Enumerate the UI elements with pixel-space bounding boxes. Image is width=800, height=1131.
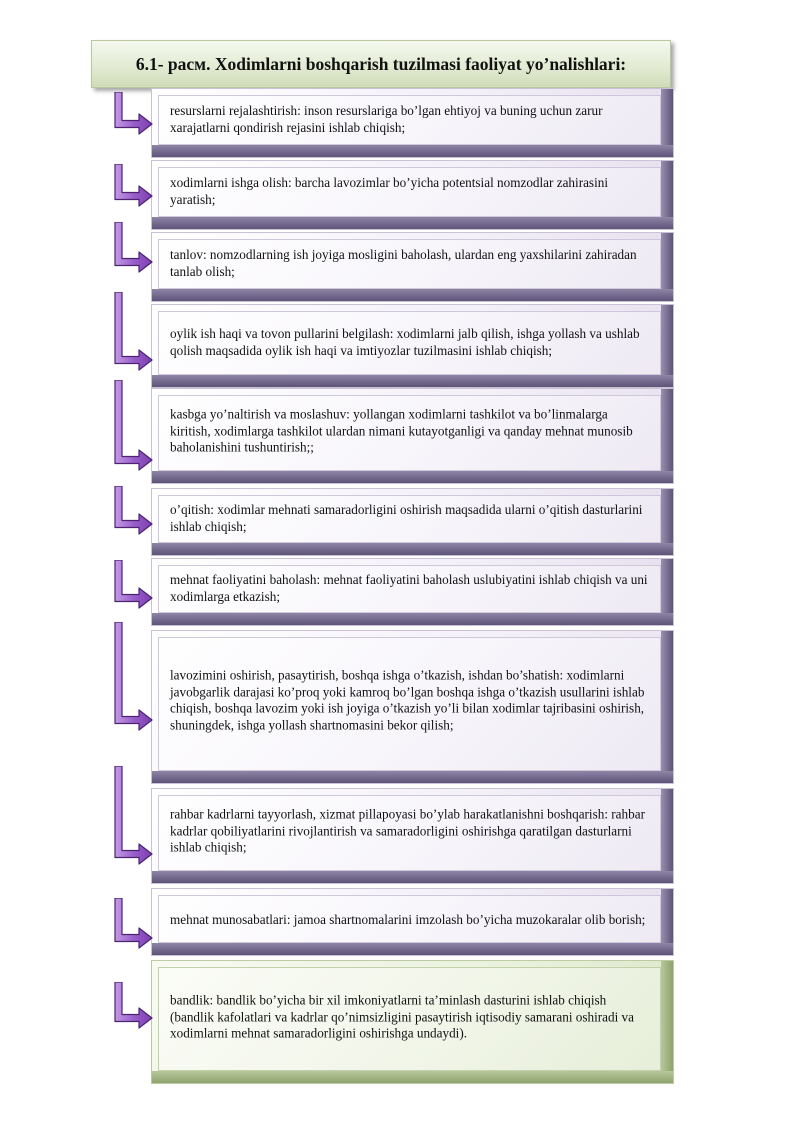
arrow-shape [115,164,152,206]
arrow-shape [115,380,152,470]
bent-arrow-icon [113,898,153,950]
bent-arrow-icon [113,292,153,372]
box-edge-bottom [152,771,673,783]
arrow-shape [115,982,152,1028]
bent-arrow-icon [113,622,153,732]
box-edge-right [661,789,673,883]
box-edge-right [661,631,673,783]
step-text: o’qitish: xodimlar mehnati samaradorligini oshirish maqsadida ularni o’qitish dasturlarini ishlab chiqish; [170,502,643,534]
step-box [151,960,674,1084]
step-text: xodimlarni ishga olish: barcha lavozimlar bo’yicha potentsial nomzodlar zahirasini yaratish; [170,175,608,207]
step-text: mehnat munosabatlari: jamoa shartnomalarini imzolash bo’yicha muzokaralar olib borish; [170,912,646,928]
box-edge-bottom [152,289,673,301]
box-edge-bottom [152,1071,673,1083]
step-box [151,160,674,230]
diagram-title: 6.1- расм. Xodimlarni boshqarish tuzilmasi faoliyat yo’nalishlari: [91,40,671,88]
box-edge-bottom [152,943,673,955]
box-edge-bottom [152,145,673,157]
bent-arrow-icon [113,766,153,866]
bent-arrow-icon [113,222,153,274]
step-box [151,232,674,302]
step-text: bandlik: bandlik bo’yicha bir xil imkoniyatlarni ta’minlash dasturini ishlab chiqish (bandlik kafolatlari va kadrlar qo’nimsizligini pasaytirish iqtisodiy samarani oshiradi va xodimlarni mehnat samaradorligini oshirishga undaydi). [170,992,635,1041]
box-edge-right [661,961,673,1083]
arrow-shape [115,92,152,134]
bent-arrow-icon [113,92,153,136]
step-text: lavozimini oshirish, pasaytirish, boshqa ishga o’tkazish, ishdan bo’shatish: xodimlarni javobgarlik darajasi ko’proq yoki kamroq bo’lgan boshqa ishga o’tkazish usullarini ishlab chiqish, boshqa lavozim yoki ish joyiga o’tkazish yo’li bilan xodimlar tajribasini oshirish, shuningdek, ishga yollash shartnomasini bekor qilish; [170,667,645,732]
box-edge-bottom [152,471,673,483]
step-text: kasbga yo’naltirish va moslashuv: yollangan xodimlarni tashkilot va bo’linmalarga kiritish, xodimlarga tashkilot ulardan nimani kutayotganligi va qanday mehnat munosib baholanishini tushuntirish;; [170,406,633,455]
bent-arrow-icon [113,486,153,536]
box-edge-bottom [152,543,673,555]
arrow-shape [115,766,152,864]
box-edge-bottom [152,613,673,625]
box-edge-bottom [152,217,673,229]
arrow-shape [115,622,152,730]
step-text: resurslarni rejalashtirish: inson resurslariga bo’lgan ehtiyoj va buning uchun zarur xarajatlarni qondirish rejasini ishlab chiqish; [170,103,603,135]
arrow-shape [115,222,152,272]
bent-arrow-icon [113,982,153,1030]
step-box [151,888,674,956]
bent-arrow-icon [113,164,153,208]
step-box [151,304,674,388]
arrow-shape [115,292,152,370]
step-box [151,488,674,556]
step-box [151,788,674,884]
box-edge-bottom [152,375,673,387]
step-text: oylik ish haqi va tovon pullarini belgilash: xodimlarni jalb qilish, ishga yollash va ushlab qolish maqsadida oylik ish haqi va imtiyozlar tuzilmasini ishlab chiqish; [170,326,640,358]
step-text: mehnat faoliyatini baholash: mehnat faoliyatini baholash uslubiyatini ishlab chiqish va uni xodimlarga etkazish; [170,572,648,604]
arrow-shape [115,898,152,948]
step-box [151,388,674,484]
step-box [151,88,674,158]
step-text: tanlov: nomzodlarning ish joyiga mosligini baholash, ulardan eng yaxshilarini zahiradan tanlab olish; [170,247,637,279]
box-edge-bottom [152,871,673,883]
arrow-shape [115,486,152,534]
arrow-shape [115,560,152,608]
step-box [151,558,674,626]
bent-arrow-icon [113,560,153,610]
step-text: rahbar kadrlarni tayyorlash, xizmat pillapoyasi bo’ylab harakatlanishni boshqarish: rahbar kadrlar qobiliyatlarini rivojlantirish va samaradorligini oshirishga qaratilgan dasturlarni ishlab chiqish; [170,806,645,855]
box-edge-right [661,389,673,483]
step-box [151,630,674,784]
bent-arrow-icon [113,380,153,472]
